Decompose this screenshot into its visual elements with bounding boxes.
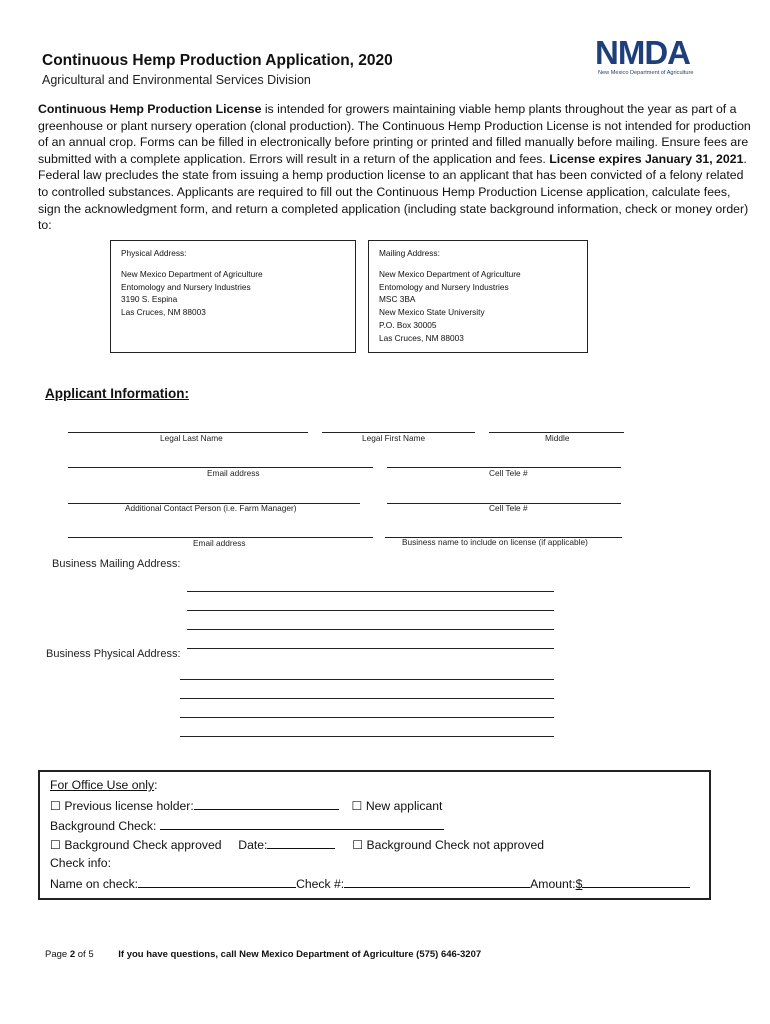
bg-approved-label: Background Check approved: [64, 838, 222, 852]
page-title: Continuous Hemp Production Application, 2020: [42, 52, 393, 69]
business-physical-line[interactable]: [180, 717, 554, 718]
business-mailing-line[interactable]: [187, 610, 554, 611]
office-heading: For Office Use only: [50, 778, 155, 792]
page-footer: [45, 949, 481, 960]
physical-address-line: New Mexico Department of Agriculture: [121, 268, 263, 279]
mailing-address-line: MSC 3BA: [379, 294, 416, 305]
physical-address-line: 3190 S. Espina: [121, 294, 178, 305]
physical-address-line: Las Cruces, NM 88003: [121, 307, 206, 318]
checkbox-bg-approved[interactable]: ☐: [50, 838, 61, 852]
contact-email-label: Email address: [193, 538, 246, 548]
intro-lead: Continuous Hemp Production License: [38, 102, 262, 116]
cell-phone-label: Cell Tele #: [489, 468, 528, 478]
office-row-previous: [50, 797, 442, 813]
page-of: of 5: [77, 949, 94, 960]
license-expires: License expires January 31, 2021: [549, 151, 744, 166]
business-mailing-line[interactable]: [187, 629, 554, 630]
office-use-box: [38, 770, 711, 900]
office-heading-row: [50, 778, 157, 792]
check-number-field[interactable]: [344, 875, 530, 888]
name-on-check-label: Name on check:: [50, 877, 139, 891]
physical-address-box: [110, 240, 356, 353]
checkbox-previous-holder[interactable]: ☐: [50, 799, 61, 813]
last-name-label: Legal Last Name: [160, 433, 223, 443]
amount-label: Amount:: [530, 877, 576, 891]
mailing-address-box: [368, 240, 588, 353]
mailing-address-line: New Mexico State University: [379, 307, 485, 318]
logo-text: NMDA: [595, 34, 690, 71]
email-label: Email address: [207, 468, 260, 478]
business-physical-line[interactable]: [180, 736, 554, 737]
contact-cell-label: Cell Tele #: [489, 503, 528, 513]
mailing-address-line: P.O. Box 30005: [379, 319, 437, 330]
mailing-address-line: New Mexico Department of Agriculture: [379, 268, 521, 279]
page-prefix: Page: [45, 949, 68, 960]
division-subtitle: Agricultural and Environmental Services Division: [42, 73, 311, 87]
background-check-field[interactable]: [160, 817, 444, 830]
business-mailing-label: Business Mailing Address:: [52, 558, 181, 570]
date-field[interactable]: [267, 836, 335, 849]
office-row-approval: [50, 836, 544, 852]
first-name-label: Legal First Name: [362, 433, 426, 443]
intro-text-2: . Federal law precludes the state from issuing a hemp production license to an applicant that has been convicted of a felony related to controlled substances. Applicants are required to fill out the Continuous Hemp Production License application, calculate fees, sign the acknowledgment form, and return a completed application (including state background information, check or money order) to:: [38, 151, 749, 233]
check-number-label: Check #:: [296, 877, 345, 891]
dollar-sign: $: [575, 877, 583, 891]
previous-holder-field[interactable]: [194, 797, 339, 810]
logo-subtext: New Mexico Department of Agriculture: [598, 70, 694, 76]
office-row-background: [50, 817, 444, 833]
bg-not-approved-label: Background Check not approved: [366, 838, 545, 852]
new-applicant-label: New applicant: [365, 799, 443, 813]
checkbox-new-applicant[interactable]: ☐: [351, 799, 363, 813]
previous-holder-label: Previous license holder:: [64, 799, 194, 813]
name-on-check-field[interactable]: [138, 875, 296, 888]
date-label: Date:: [238, 838, 268, 852]
physical-address-heading: Physical Address:: [121, 248, 187, 258]
business-physical-line[interactable]: [180, 698, 554, 699]
business-name-label: Business name to include on license (if applicable): [402, 537, 588, 547]
office-heading-colon: :: [154, 778, 158, 792]
intro-paragraph: [38, 101, 754, 234]
mailing-address-line: Las Cruces, NM 88003: [379, 332, 464, 343]
business-mailing-line[interactable]: [187, 648, 554, 649]
physical-address-line: Entomology and Nursery Industries: [121, 281, 251, 292]
background-check-label: Background Check:: [50, 819, 157, 833]
checkbox-bg-not-approved[interactable]: ☐: [352, 838, 364, 852]
check-info-label: Check info:: [50, 856, 111, 870]
office-row-check: [50, 875, 690, 891]
nmda-logo: [595, 34, 713, 82]
page-number: 2: [69, 949, 76, 960]
mailing-address-heading: Mailing Address:: [379, 248, 440, 258]
amount-field[interactable]: [582, 875, 690, 888]
applicant-info-heading: Applicant Information:: [45, 386, 189, 401]
contact-person-label: Additional Contact Person (i.e. Farm Manager): [125, 503, 297, 513]
business-physical-label: Business Physical Address:: [46, 648, 181, 660]
business-mailing-line[interactable]: [187, 591, 554, 592]
questions-contact: If you have questions, call New Mexico Department of Agriculture (575) 646-3207: [118, 949, 482, 960]
middle-name-label: Middle: [545, 433, 570, 443]
intro-text-1: is intended for growers maintaining viable hemp plants throughout the year as part of a greenhouse or plant nursery operation (clonal production). The Continuous Hemp Production License is not intended for production of an annual crop. Forms can be filled in electronically before printing or printed and filled manually before mailing. Ensure fees are submitted with a complete application. Errors will result in a return of the application and fees.: [38, 102, 751, 166]
business-physical-line[interactable]: [180, 679, 554, 680]
mailing-address-line: Entomology and Nursery Industries: [379, 281, 509, 292]
